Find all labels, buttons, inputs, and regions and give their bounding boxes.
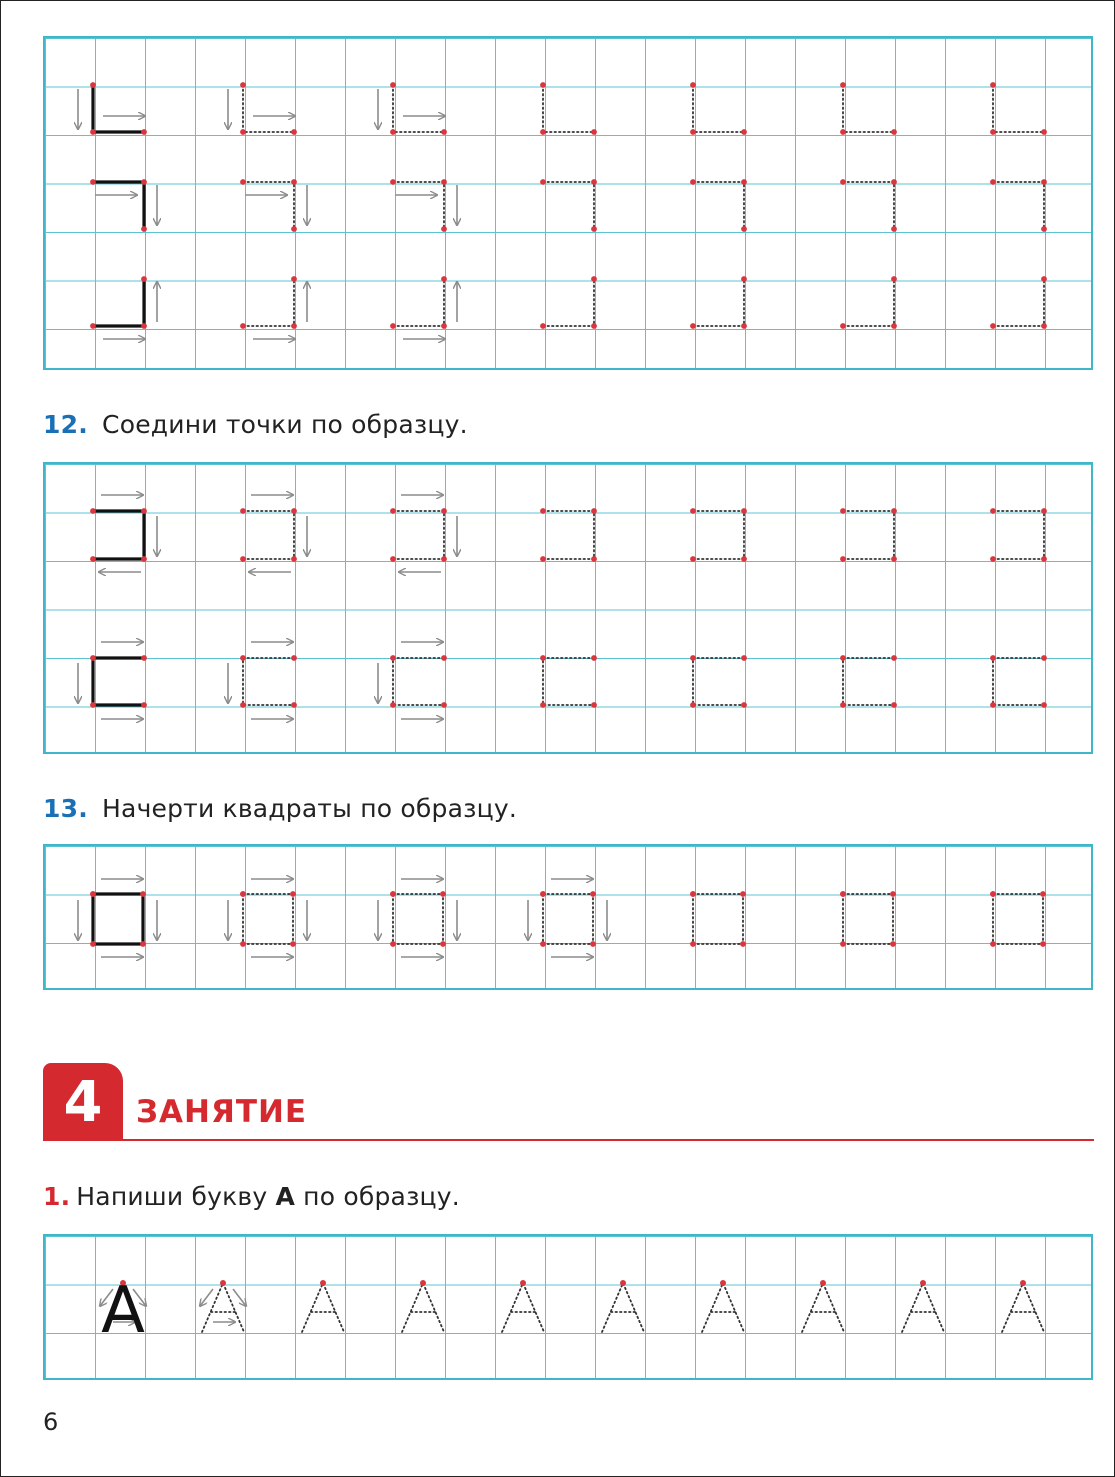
dotted-guide-line xyxy=(693,658,744,705)
guide-dot xyxy=(1041,276,1047,282)
guide-dot xyxy=(240,323,246,329)
guide-dot xyxy=(990,941,996,947)
guide-dot xyxy=(441,179,447,185)
letter-start-dot xyxy=(520,1280,526,1286)
dotted-guide-line xyxy=(993,511,1044,559)
guide-dot xyxy=(90,323,96,329)
guide-dot xyxy=(840,941,846,947)
guide-dot xyxy=(141,508,147,514)
guide-dot xyxy=(891,508,897,514)
guide-dot xyxy=(90,941,96,947)
guide-dot xyxy=(890,941,896,947)
dotted-guide-line xyxy=(543,279,594,326)
guide-dot xyxy=(390,129,396,135)
guide-dot xyxy=(741,508,747,514)
dotted-guide-line xyxy=(843,894,893,944)
guide-dot xyxy=(141,323,147,329)
guide-dot xyxy=(741,129,747,135)
dotted-guide-line xyxy=(393,85,444,132)
dotted-letter-guide xyxy=(802,1283,844,1332)
guide-dot xyxy=(440,891,446,897)
guide-dot xyxy=(141,276,147,282)
guide-dot xyxy=(390,323,396,329)
guide-dot xyxy=(90,891,96,897)
lesson-title: ЗАНЯТИЕ xyxy=(136,1094,308,1130)
guide-dot xyxy=(291,655,297,661)
guide-dot xyxy=(441,655,447,661)
dotted-guide-line xyxy=(543,511,594,559)
dotted-letter-guide xyxy=(202,1283,244,1332)
guide-dot xyxy=(291,129,297,135)
guide-dot xyxy=(990,323,996,329)
letter-start-dot xyxy=(1020,1280,1026,1286)
guide-dot xyxy=(891,226,897,232)
dotted-guide-line xyxy=(843,511,894,559)
guide-dot xyxy=(90,702,96,708)
dotted-guide-line xyxy=(543,894,593,944)
guide-dot xyxy=(1041,702,1047,708)
guide-dot xyxy=(891,702,897,708)
letter-start-dot xyxy=(720,1280,726,1286)
task-12-text: Соедини точки по образцу. xyxy=(102,410,468,439)
guide-dot xyxy=(240,655,246,661)
guide-dot xyxy=(690,891,696,897)
guide-dot xyxy=(741,556,747,562)
guide-dot xyxy=(990,179,996,185)
guide-dot xyxy=(741,655,747,661)
guide-dot xyxy=(540,129,546,135)
guide-dot xyxy=(741,276,747,282)
guide-dot xyxy=(441,323,447,329)
guide-dot xyxy=(891,655,897,661)
guide-dot xyxy=(690,508,696,514)
dotted-guide-line xyxy=(843,182,894,229)
guide-dot xyxy=(441,556,447,562)
guide-dot xyxy=(291,323,297,329)
page-number: 6 xyxy=(43,1408,59,1436)
task-13-number: 13. xyxy=(43,794,88,823)
dotted-guide-line xyxy=(993,279,1044,326)
dotted-guide-line xyxy=(243,85,294,132)
guide-dot xyxy=(141,226,147,232)
guide-dot xyxy=(1041,508,1047,514)
guide-dot xyxy=(741,323,747,329)
dotted-guide-line xyxy=(243,279,294,326)
guide-dot xyxy=(90,129,96,135)
dotted-letter-guide xyxy=(602,1283,644,1332)
guide-dot xyxy=(591,323,597,329)
guide-dot xyxy=(390,655,396,661)
guide-dot xyxy=(840,323,846,329)
guide-dot xyxy=(390,179,396,185)
dotted-guide-line xyxy=(693,894,743,944)
guide-dot xyxy=(390,891,396,897)
guide-dot xyxy=(291,179,297,185)
sample-line xyxy=(93,182,144,229)
sample-line xyxy=(93,658,144,705)
letter-start-dot xyxy=(920,1280,926,1286)
guide-dot xyxy=(891,323,897,329)
guide-dot xyxy=(540,179,546,185)
guide-dot xyxy=(291,556,297,562)
sample-letter: А xyxy=(101,1274,145,1348)
sample-line xyxy=(93,85,144,132)
guide-dot xyxy=(90,82,96,88)
guide-dot xyxy=(140,941,146,947)
dotted-guide-line xyxy=(993,85,1044,132)
guide-dot xyxy=(690,556,696,562)
guide-dot xyxy=(141,556,147,562)
guide-dot xyxy=(990,82,996,88)
dotted-letter-guide xyxy=(302,1283,344,1332)
task-1-text-after: по образцу. xyxy=(295,1182,460,1211)
guide-dot xyxy=(590,941,596,947)
guide-dot xyxy=(441,226,447,232)
guide-dot xyxy=(891,556,897,562)
guide-dot xyxy=(891,129,897,135)
guide-dot xyxy=(840,655,846,661)
guide-dot xyxy=(1041,129,1047,135)
guide-dot xyxy=(690,129,696,135)
guide-dot xyxy=(290,941,296,947)
guide-dot xyxy=(141,179,147,185)
guide-dot xyxy=(390,508,396,514)
dotted-guide-line xyxy=(393,182,444,229)
guide-dot xyxy=(540,82,546,88)
guide-dot xyxy=(1041,556,1047,562)
guide-dot xyxy=(840,891,846,897)
dotted-guide-line xyxy=(993,182,1044,229)
guide-dot xyxy=(240,556,246,562)
dotted-guide-line xyxy=(693,182,744,229)
guide-dot xyxy=(690,82,696,88)
guide-dot xyxy=(240,508,246,514)
dotted-letter-guide xyxy=(1002,1283,1044,1332)
guide-dot xyxy=(441,702,447,708)
dotted-guide-line xyxy=(393,894,443,944)
dotted-guide-line xyxy=(993,894,1043,944)
dotted-guide-line xyxy=(543,658,594,705)
letter-start-dot xyxy=(620,1280,626,1286)
guide-dot xyxy=(690,941,696,947)
guide-dot xyxy=(291,276,297,282)
guide-dot xyxy=(591,655,597,661)
guide-dot xyxy=(890,891,896,897)
guide-dot xyxy=(591,508,597,514)
guide-dot xyxy=(740,941,746,947)
dotted-guide-line xyxy=(843,658,894,705)
guide-dot xyxy=(990,556,996,562)
sample-line xyxy=(93,511,144,559)
lesson-number-badge: 4 xyxy=(43,1063,123,1141)
guide-dot xyxy=(390,702,396,708)
guide-dot xyxy=(690,655,696,661)
guide-dot xyxy=(741,226,747,232)
guide-dot xyxy=(141,655,147,661)
guide-dot xyxy=(990,702,996,708)
guide-dot xyxy=(441,508,447,514)
guide-dot xyxy=(690,179,696,185)
guide-dot xyxy=(540,702,546,708)
guide-dot xyxy=(440,941,446,947)
guide-dot xyxy=(990,891,996,897)
guide-dot xyxy=(891,179,897,185)
dotted-guide-line xyxy=(243,894,293,944)
task-12-number: 12. xyxy=(43,410,88,439)
guide-dot xyxy=(990,655,996,661)
guide-dot xyxy=(591,179,597,185)
guide-dot xyxy=(1041,179,1047,185)
guide-dot xyxy=(591,556,597,562)
guide-dot xyxy=(441,129,447,135)
guide-dot xyxy=(540,941,546,947)
guide-dot xyxy=(591,129,597,135)
guide-dot xyxy=(590,891,596,897)
guide-dot xyxy=(1041,323,1047,329)
dotted-guide-line xyxy=(543,85,594,132)
guide-dot xyxy=(840,508,846,514)
guide-dot xyxy=(840,129,846,135)
dotted-guide-line xyxy=(843,279,894,326)
guide-dot xyxy=(591,226,597,232)
dotted-guide-line xyxy=(393,658,444,705)
dotted-guide-line xyxy=(693,511,744,559)
guide-dot xyxy=(741,179,747,185)
dotted-letter-guide xyxy=(702,1283,744,1332)
guide-dot xyxy=(840,702,846,708)
guide-dot xyxy=(1040,941,1046,947)
guide-dot xyxy=(291,226,297,232)
guide-dot xyxy=(540,508,546,514)
direction-arrow-icon xyxy=(200,1289,213,1306)
dotted-guide-line xyxy=(693,279,744,326)
guide-dot xyxy=(1041,655,1047,661)
letter-start-dot xyxy=(420,1280,426,1286)
dotted-guide-line xyxy=(243,658,294,705)
guide-dot xyxy=(990,129,996,135)
dotted-guide-line xyxy=(393,511,444,559)
guide-dot xyxy=(840,82,846,88)
guide-dot xyxy=(390,556,396,562)
direction-arrow-icon xyxy=(233,1289,246,1306)
guide-dot xyxy=(90,508,96,514)
guide-dot xyxy=(240,129,246,135)
task-1-letter: А xyxy=(275,1182,296,1211)
guide-dot xyxy=(240,891,246,897)
dotted-letter-guide xyxy=(902,1283,944,1332)
guide-dot xyxy=(540,655,546,661)
guide-dot xyxy=(690,702,696,708)
letter-start-dot xyxy=(820,1280,826,1286)
guide-dot xyxy=(840,556,846,562)
guide-dot xyxy=(740,891,746,897)
guide-dot xyxy=(891,276,897,282)
guide-dot xyxy=(240,702,246,708)
task-13-text: Начерти квадраты по образцу. xyxy=(102,794,517,823)
guide-dot xyxy=(540,323,546,329)
dotted-guide-line xyxy=(693,85,744,132)
guide-dot xyxy=(1040,891,1046,897)
guide-dot xyxy=(390,941,396,947)
guide-dot xyxy=(441,276,447,282)
letter-start-dot xyxy=(220,1280,226,1286)
sample-line xyxy=(93,279,144,326)
guide-dot xyxy=(240,179,246,185)
guide-dot xyxy=(840,179,846,185)
guide-dot xyxy=(690,323,696,329)
guide-dot xyxy=(540,556,546,562)
dotted-guide-line xyxy=(243,511,294,559)
guide-dot xyxy=(990,508,996,514)
task-1-number: 1. xyxy=(43,1182,71,1211)
dotted-guide-line xyxy=(843,85,894,132)
guide-dot xyxy=(591,276,597,282)
guide-dot xyxy=(741,702,747,708)
guide-dot xyxy=(240,82,246,88)
dotted-guide-line xyxy=(543,182,594,229)
guide-dot xyxy=(90,655,96,661)
sample-line xyxy=(93,894,143,944)
guide-dot xyxy=(540,891,546,897)
guide-dot xyxy=(591,702,597,708)
dotted-letter-guide xyxy=(502,1283,544,1332)
guide-dot xyxy=(90,179,96,185)
guide-dot xyxy=(291,702,297,708)
task-1-text-before: Напиши букву xyxy=(76,1182,276,1211)
guide-dot xyxy=(141,129,147,135)
guide-dot xyxy=(140,891,146,897)
guide-dot xyxy=(290,891,296,897)
dotted-guide-line xyxy=(243,182,294,229)
guide-dot xyxy=(1041,226,1047,232)
guide-dot xyxy=(141,702,147,708)
guide-dot xyxy=(240,941,246,947)
dotted-guide-line xyxy=(393,279,444,326)
dotted-letter-guide xyxy=(402,1283,444,1332)
guide-dot xyxy=(90,556,96,562)
dotted-guide-line xyxy=(993,658,1044,705)
guide-dot xyxy=(291,508,297,514)
letter-start-dot xyxy=(320,1280,326,1286)
guide-dot xyxy=(390,82,396,88)
